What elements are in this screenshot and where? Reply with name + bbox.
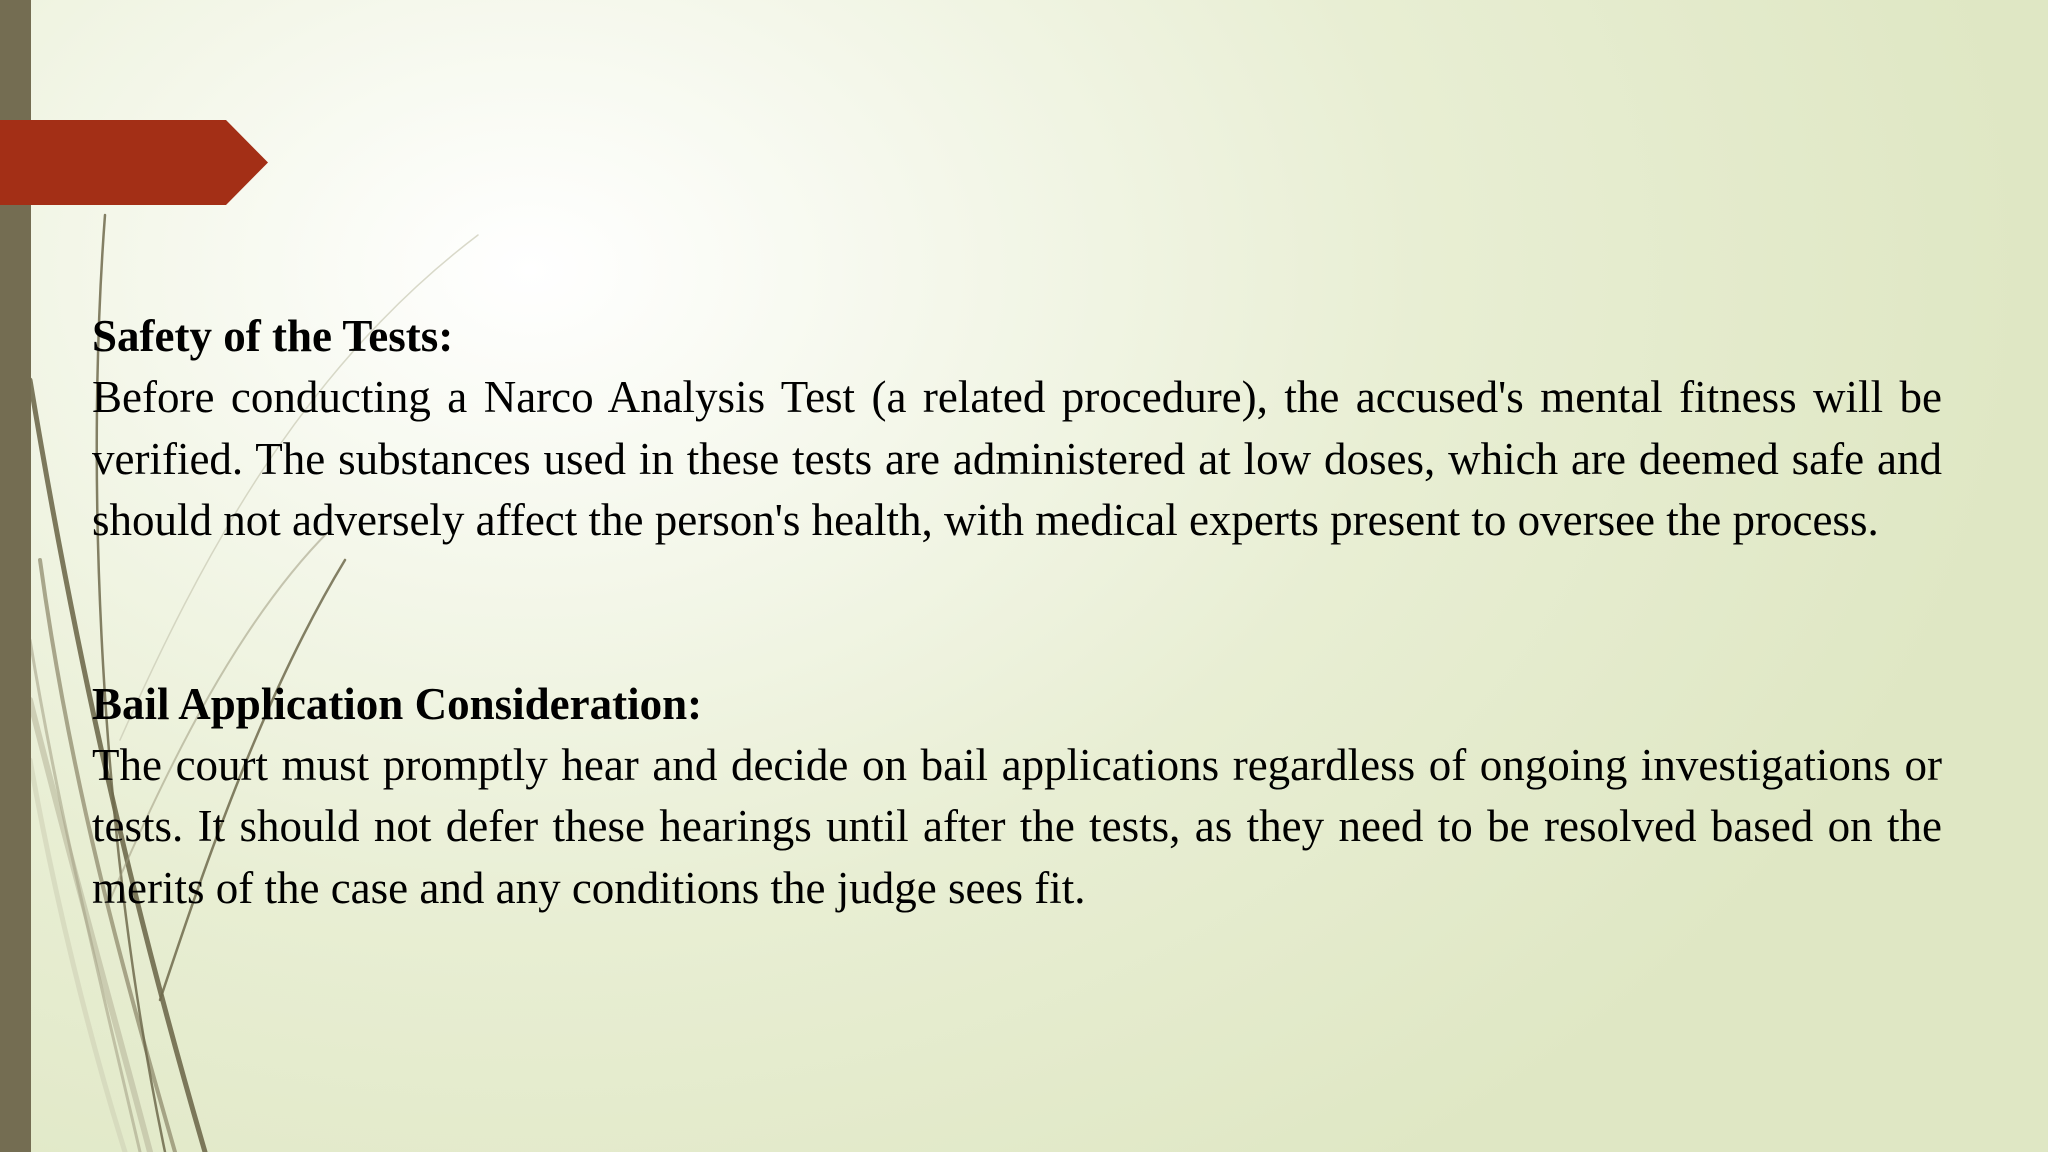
safety-paragraph: Before conducting a Narco Analysis Test (a related procedure), the accused's mental fitness will be verified. The substances used in these tests are administered at low doses, which are deemed safe and should not adversely affect the person's health, with medical experts present to oversee the process.: [92, 372, 1942, 545]
arrow-tab-icon: [0, 120, 268, 205]
slide-content: [92, 306, 1942, 919]
bail-heading: Bail Application Consideration:: [92, 678, 703, 729]
bail-paragraph: The court must promptly hear and decide on bail applications regardless of ongoing investigations or tests. It should not defer these hearings until after the tests, as they need to be resolved based on the merits of the case and any conditions the judge sees fit.: [92, 739, 1942, 913]
safety-heading: Safety of the Tests:: [92, 311, 454, 361]
section-spacer: [92, 552, 1942, 674]
